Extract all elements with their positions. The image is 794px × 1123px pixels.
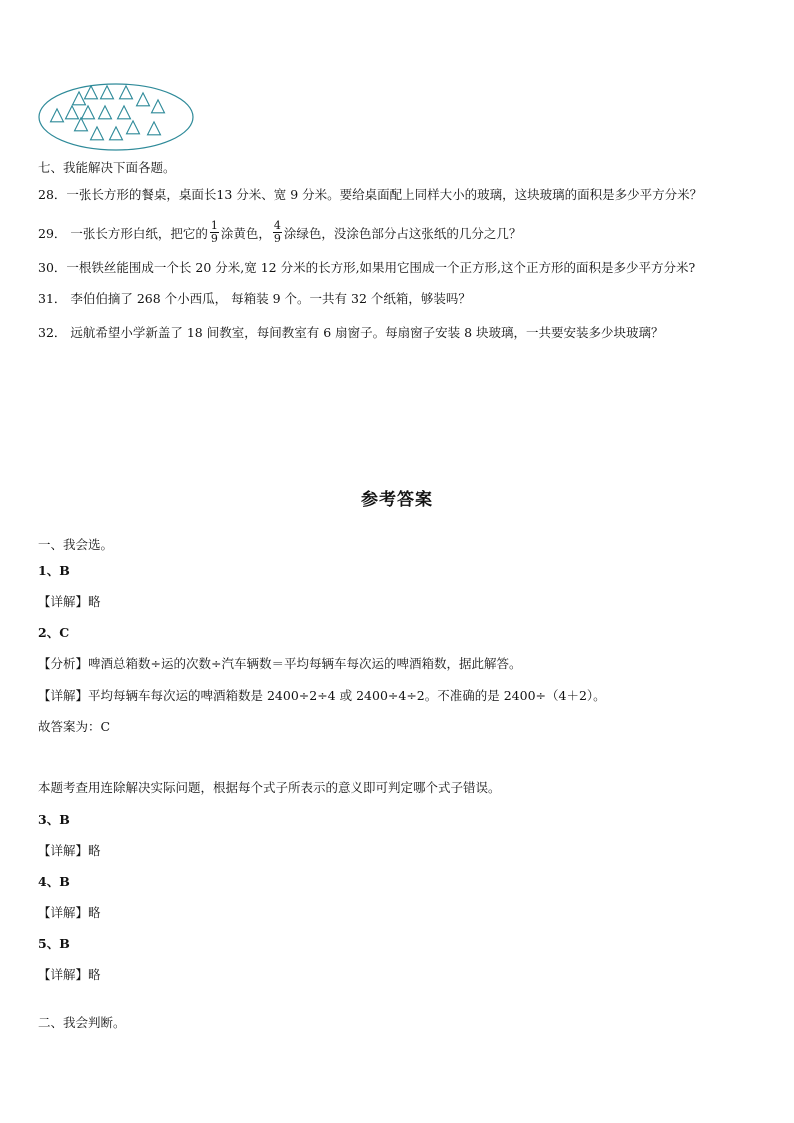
answer-3: 3、B — [38, 812, 70, 827]
triangle-shape — [51, 109, 64, 122]
answer-3-detail: 【详解】略 — [38, 843, 101, 858]
triangle-shape — [127, 121, 140, 134]
triangle-shape — [73, 92, 86, 105]
answer-4-detail: 【详解】略 — [38, 905, 101, 920]
fraction-one-ninth — [210, 220, 219, 245]
question-29 — [38, 219, 522, 247]
answer-2-conclusion: 故答案为：C — [38, 719, 111, 734]
answers-section-2-heading: 二、我会判断。 — [38, 1015, 126, 1030]
triangle-shape — [152, 100, 165, 113]
triangle-shape — [101, 86, 114, 99]
answer-2-note: 本题考查用连除解决实际问题，根据每个式子所表示的意义即可判定哪个式子错误。 — [38, 780, 501, 795]
answers-section-1-heading: 一、我会选。 — [38, 537, 114, 552]
fraction-1-denominator: 9 — [210, 232, 218, 245]
answer-5: 5、B — [38, 936, 70, 951]
triangle-shape — [120, 86, 133, 99]
answer-1-detail: 【详解】略 — [38, 594, 101, 609]
answer-2: 2、C — [38, 625, 70, 640]
fraction-2-numerator: 4 — [273, 219, 281, 232]
section-7-heading: 七、我能解决下面各题。 — [38, 160, 176, 175]
answer-1: 1、B — [38, 563, 70, 578]
fraction-four-ninths — [273, 220, 282, 245]
fraction-1-numerator: 1 — [210, 219, 218, 232]
triangle-shape — [110, 127, 123, 140]
fraction-2-denominator: 9 — [273, 232, 281, 245]
answer-4: 4、B — [38, 874, 70, 889]
question-29-part-c: 涂绿色，没涂色部分占这张纸的几分之几？ — [283, 226, 522, 241]
question-28: 28．一张长方形的餐桌，桌面长13 分米、宽 9 分米。要给桌面配上同样大小的玻璃，这块玻璃的面积是多少平方分米？ — [38, 187, 703, 202]
triangle-shape — [66, 106, 79, 119]
triangles-in-ellipse-figure — [36, 80, 196, 154]
triangles-group — [51, 86, 165, 140]
triangle-shape — [75, 118, 88, 131]
answer-5-detail: 【详解】略 — [38, 967, 101, 982]
triangle-shape — [91, 127, 104, 140]
question-31: 31． 李伯伯摘了 268 个小西瓜， 每箱装 9 个。一共有 32 个纸箱，够装吗？ — [38, 291, 471, 306]
triangle-shape — [99, 106, 112, 119]
answers-title: 参考答案 — [361, 490, 433, 510]
answer-2-detail: 【详解】平均每辆车每次运的啤酒箱数是 2400÷2÷4 或 2400÷4÷2。不准确的是 2400÷（4＋2）。 — [38, 688, 606, 703]
question-32: 32． 远航希望小学新盖了 18 间教室，每间教室有 6 扇窗子。每扇窗子安装 8 块玻璃，一共要安装多少块玻璃？ — [38, 325, 664, 340]
question-30: 30．一根铁丝能围成一个长 20 分米,宽 12 分米的长方形,如果用它围成一个正方形,这个正方形的面积是多少平方分米? — [38, 260, 696, 275]
question-29-part-a: 29． 一张长方形白纸，把它的 — [38, 226, 208, 241]
triangle-shape — [148, 122, 161, 135]
triangle-shape — [137, 93, 150, 106]
answer-2-analysis: 【分析】啤酒总箱数÷运的次数÷汽车辆数＝平均每辆车每次运的啤酒箱数，据此解答。 — [38, 656, 522, 671]
triangle-shape — [85, 86, 98, 99]
question-29-part-b: 涂黄色， — [220, 226, 271, 241]
triangle-shape — [118, 106, 131, 119]
triangle-shape — [82, 106, 95, 119]
